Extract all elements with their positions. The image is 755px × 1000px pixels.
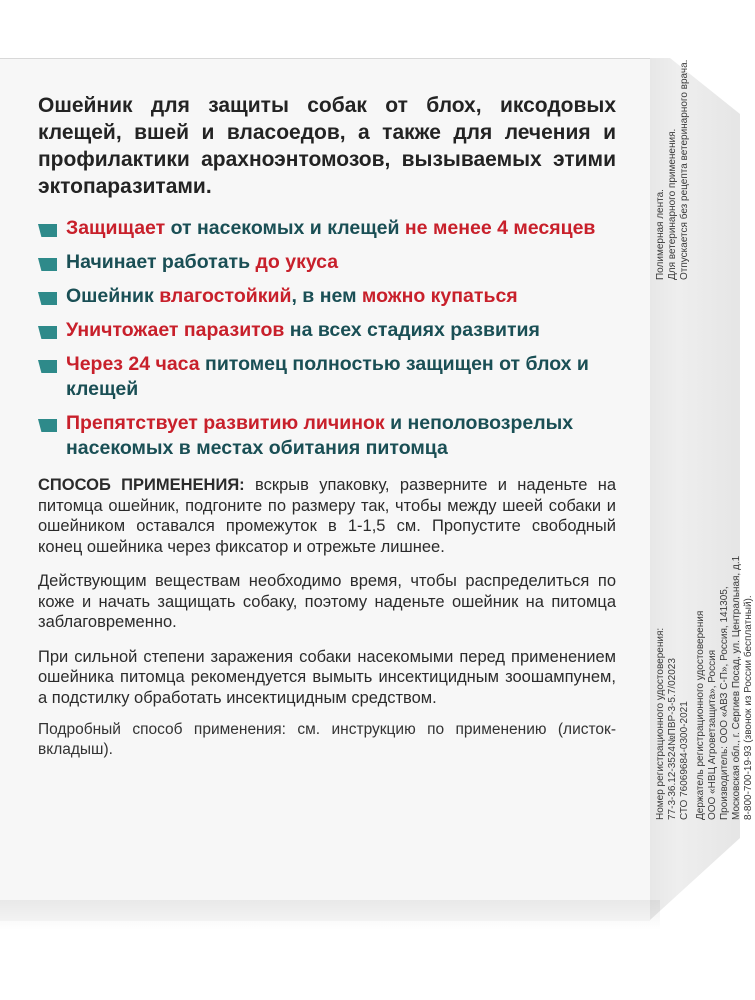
benefit-text-part: и неполовозрелых насекомых в местах обитания питомца: [66, 412, 574, 459]
bullet-marker-icon: [38, 292, 57, 305]
benefit-item: [38, 318, 616, 343]
usage-paragraph: [38, 475, 616, 557]
benefit-text-part: Защищает: [66, 217, 166, 239]
manufacturer-address: Московская обл., г. Сергиев Посад, ул. Центральная, д.1: [731, 555, 742, 820]
holder-name: ООО «НВЦ Агроветзащита», Россия: [707, 649, 718, 820]
holder-label: Держатель регистрационного удостоверения: [695, 610, 706, 820]
benefit-text-part: влагостойкий: [159, 285, 292, 307]
instructions-note: Подробный способ применения: см. инструкцию по применению (листок-вкладыш).: [38, 721, 616, 758]
benefit-text-part: до укуса: [255, 251, 339, 273]
benefit-text-part: Начинает работать: [66, 251, 256, 273]
bullet-marker-icon: [38, 326, 57, 339]
side-panel-text: [655, 59, 754, 820]
benefit-item: [38, 411, 616, 461]
bullet-marker-icon: [38, 258, 57, 271]
usage-label: СПОСОБ ПРИМЕНЕНИЯ:: [38, 476, 245, 494]
registration-label: Номер регистрационного удостоверения:: [655, 627, 666, 820]
benefit-text-part: можно купаться: [361, 285, 518, 307]
benefit-item: [38, 216, 616, 241]
activation-paragraph: Действующим веществам необходимо время, чтобы распределиться по коже и начать защищать собаку, поэтому наденьте ошейник на питомца заблаговременно.: [38, 572, 616, 631]
box-shadow: [0, 900, 660, 930]
benefit-item: [38, 250, 616, 275]
benefit-text-part: , в нем: [291, 285, 362, 307]
prescription-text: Отпускается без рецепта ветеринарного врача.: [679, 59, 690, 280]
benefit-text-part: Препятствует развитию личинок: [66, 412, 385, 434]
benefit-item: [38, 352, 616, 402]
front-content: [38, 92, 616, 760]
manufacturer-phone: 8-800-700-19-93 (звонок из России бесплатный).: [743, 595, 754, 820]
benefit-text-part: от насекомых и клещей: [165, 217, 405, 239]
registration-number: 77-3-36.12-3524№ПВР-3-5.7/02023: [667, 658, 678, 820]
manufacturer-block: [695, 556, 755, 820]
registration-block: [655, 628, 691, 820]
standard-number: СТО 76069684-0300-2021: [679, 701, 690, 820]
vet-use-text: Для ветеринарного применения.: [667, 128, 678, 280]
bullet-marker-icon: [38, 360, 57, 373]
material-text: Полимерная лента.: [655, 189, 666, 280]
benefit-text-part: не менее 4 месяцев: [404, 217, 596, 239]
bullet-marker-icon: [38, 419, 57, 432]
infestation-paragraph: При сильной степени заражения собаки насекомыми перед применением ошейника питомца рекомендуется вымыть инсектицидным зоошампунем, а подстилку обработать инсектицидным средством.: [38, 647, 616, 707]
benefit-list: [38, 216, 616, 461]
manufacturer-name: Производитель: ООО «АВЗ С-П», Россия, 141305,: [719, 586, 730, 820]
material-block: [655, 60, 691, 280]
benefit-text-part: питомец полностью защищен от блох и клещей: [66, 353, 589, 400]
bullet-marker-icon: [38, 224, 57, 237]
benefit-text-part: Через 24 часа: [66, 353, 200, 375]
benefit-text-part: Уничтожает паразитов: [66, 319, 285, 341]
benefit-text-part: Ошейник: [66, 285, 160, 307]
usage-text: вскрыв упаковку, разверните и наденьте на питомца ошейник, подгоните по размеру так, чтобы между шеей собаки и ошейником оставался промежуток в 1-1,5 см. Пропустите свободный конец ошейника через фиксатор и отрежьте лишнее.: [38, 476, 617, 556]
benefit-item: [38, 284, 616, 309]
headline: Ошейник для защиты собак от блох, иксодовых клещей, вшей и власоедов, а также для лечения и профилактики арахноэнтомозов, вызываемых этими эктопаразитами.: [38, 94, 616, 198]
benefit-text-part: на всех стадиях развития: [284, 319, 540, 341]
